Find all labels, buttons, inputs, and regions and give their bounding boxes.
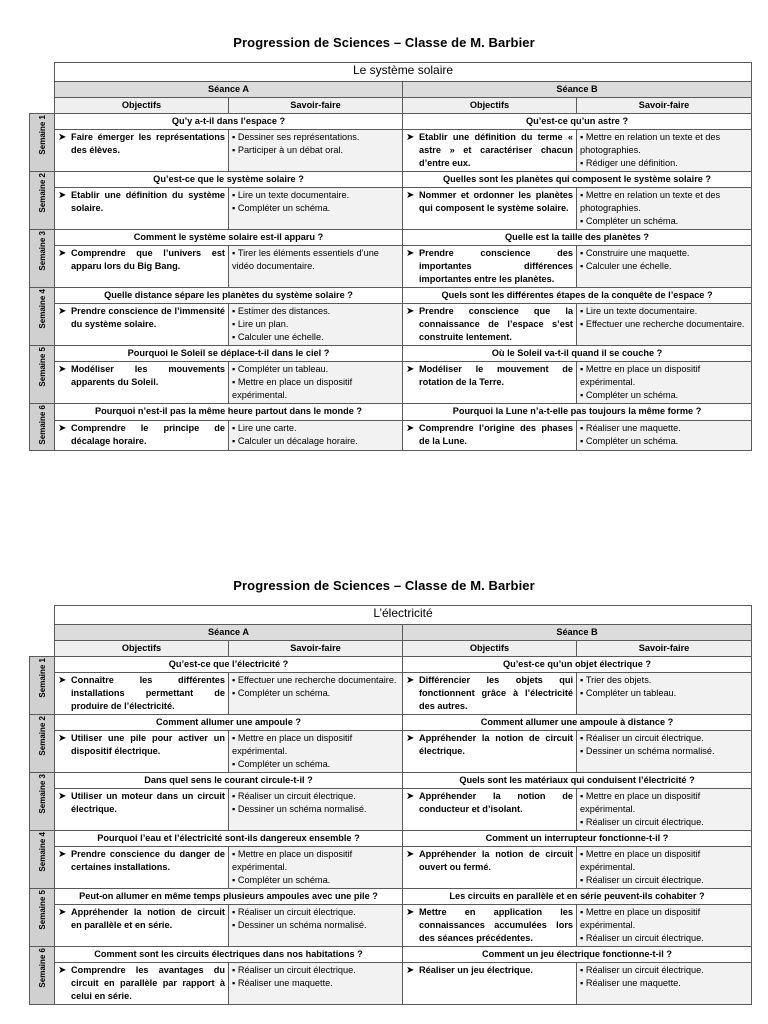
arrow-bullet-icon: ➤ [406, 190, 415, 201]
question-seance-a: Dans quel sens le courant circule-t-il ? [55, 773, 403, 789]
week-question-row [30, 114, 752, 130]
savoir-faire-header: Savoir-faire [229, 641, 403, 657]
skill-item: ▪ Lire un texte documentaire. [580, 305, 748, 318]
skill-item: ▪ Réaliser un circuit électrique. [232, 790, 399, 803]
arrow-bullet-icon: ➤ [406, 965, 415, 976]
skill-item: ▪ Dessiner ses représentations. [232, 131, 399, 144]
week-content-row [30, 673, 752, 715]
objective-cell-a [55, 963, 229, 1005]
week-question-row [30, 657, 752, 673]
objective-cell-a [55, 188, 229, 230]
week-question-row [30, 230, 752, 246]
skill-item: ▪ Réaliser un circuit électrique. [232, 964, 399, 977]
skills-cell-a [229, 246, 403, 288]
question-seance-a: Comment sont les circuits électriques dans nos habitations ? [55, 947, 403, 963]
question-seance-b: Où le Soleil va-t-il quand il se couche ? [403, 346, 752, 362]
skills-cell-b [577, 130, 752, 172]
question-seance-b: Comment allumer une ampoule à distance ? [403, 715, 752, 731]
week-question-row [30, 288, 752, 304]
week-label: Semaine 3 [30, 773, 55, 831]
skill-item: ▪ Réaliser un circuit électrique. [580, 932, 748, 945]
question-seance-b: Quelles sont les planètes qui composent le système solaire ? [403, 172, 752, 188]
week-content-row [30, 246, 752, 288]
objective-text: Comprendre l’origine des phases de la Lune. [419, 422, 573, 446]
question-seance-b: Comment un interrupteur fonctionne-t-il ? [403, 831, 752, 847]
question-seance-b: Qu’est-ce qu’un objet électrique ? [403, 657, 752, 673]
arrow-bullet-icon: ➤ [406, 733, 415, 744]
objective-cell-a [55, 362, 229, 404]
question-seance-b: Quelle est la taille des planètes ? [403, 230, 752, 246]
objective-text: Connaître les différentes installations permettant de produire de l’électricité. [71, 675, 225, 711]
arrow-bullet-icon: ➤ [406, 675, 415, 686]
question-seance-b: Pourquoi la Lune n’a-t-elle pas toujours la même forme ? [403, 404, 752, 421]
question-seance-a: Pourquoi l’eau et l’électricité sont-ils dangereux ensemble ? [55, 831, 403, 847]
seance-a-header: Séance A [55, 82, 403, 98]
skill-item: ▪ Réaliser un circuit électrique. [580, 874, 748, 887]
skill-item: ▪ Dessiner un schéma normalisé. [232, 919, 399, 932]
skills-cell-b [577, 789, 752, 831]
corner-cell [30, 63, 55, 114]
skill-item: ▪ Calculer une échelle. [232, 331, 399, 344]
skills-cell-a [229, 188, 403, 230]
objective-cell-a [55, 304, 229, 346]
skill-item: ▪ Réaliser une maquette. [580, 977, 748, 990]
arrow-bullet-icon: ➤ [58, 907, 67, 918]
skill-item: ▪ Lire un texte documentaire. [232, 189, 399, 202]
week-question-row [30, 172, 752, 188]
week-label: Semaine 5 [30, 889, 55, 947]
skills-cell-b [577, 420, 752, 450]
question-seance-a: Pourquoi le Soleil se déplace-t-il dans le ciel ? [55, 346, 403, 362]
week-question-row [30, 947, 752, 963]
skill-item: ▪ Compléter un schéma. [232, 202, 399, 215]
question-seance-a: Qu’y a-t-il dans l’espace ? [55, 114, 403, 130]
progression-table-electricity [29, 605, 751, 1005]
seance-b-header: Séance B [403, 82, 752, 98]
objective-cell-a [55, 420, 229, 450]
objective-cell-b [403, 847, 577, 889]
week-question-row [30, 715, 752, 731]
objective-text: Faire émerger les représentations des élèves. [71, 132, 225, 155]
objective-cell-b [403, 130, 577, 172]
week-content-row [30, 905, 752, 947]
objective-text: Etablir une définition du système solaire. [71, 190, 225, 213]
week-content-row [30, 731, 752, 773]
page-title-electricity: Progression de Sciences – Classe de M. Barbier [233, 578, 535, 593]
skill-item: ▪ Lire une carte. [232, 422, 399, 435]
week-question-row [30, 831, 752, 847]
skill-item: ▪ Mettre en relation un texte et des photographies. [580, 131, 748, 157]
objective-cell-b [403, 963, 577, 1005]
arrow-bullet-icon: ➤ [406, 422, 415, 434]
arrow-bullet-icon: ➤ [58, 248, 67, 259]
arrow-bullet-icon: ➤ [406, 306, 415, 317]
theme-title: Le système solaire [55, 63, 752, 82]
progression-grid [29, 62, 752, 451]
objective-cell-a [55, 789, 229, 831]
objective-text: Utiliser un moteur dans un circuit électrique. [71, 791, 225, 814]
arrow-bullet-icon: ➤ [406, 248, 415, 259]
skill-item: ▪ Réaliser un circuit électrique. [580, 964, 748, 977]
skill-item: ▪ Effectuer une recherche documentaire. [580, 318, 748, 331]
skill-item: ▪ Mettre en place un dispositif expérimental. [580, 790, 748, 816]
objective-text: Différencier les objets qui fonctionnent grâce à l’électricité des autres. [419, 675, 573, 711]
skill-item: ▪ Dessiner un schéma normalisé. [232, 803, 399, 816]
objective-text: Utiliser une pile pour activer un dispositif électrique. [71, 733, 225, 756]
savoir-faire-header: Savoir-faire [577, 98, 752, 114]
question-seance-a: Qu’est-ce que le système solaire ? [55, 172, 403, 188]
objective-cell-b [403, 673, 577, 715]
question-seance-b: Les circuits en parallèle et en série peuvent-ils cohabiter ? [403, 889, 752, 905]
objectifs-header: Objectifs [55, 641, 229, 657]
skill-item: ▪ Mettre en place un dispositif expérimental. [580, 848, 748, 874]
week-content-row [30, 188, 752, 230]
skill-item: ▪ Construire une maquette. [580, 247, 748, 260]
seance-b-header: Séance B [403, 625, 752, 641]
objective-text: Appréhender la notion de circuit en parallèle et en série. [71, 907, 225, 930]
objective-cell-b [403, 789, 577, 831]
objectifs-header: Objectifs [55, 98, 229, 114]
skills-cell-b [577, 304, 752, 346]
skills-cell-a [229, 905, 403, 947]
skill-item: ▪ Dessiner un schéma normalisé. [580, 745, 748, 758]
objective-text: Réaliser un jeu électrique. [419, 965, 533, 975]
objective-text: Appréhender la notion de circuit électrique. [419, 733, 573, 756]
objective-text: Comprendre que l’univers est apparu lors du Big Bang. [71, 248, 225, 271]
objectifs-header: Objectifs [403, 641, 577, 657]
week-label: Semaine 2 [30, 172, 55, 230]
question-seance-b: Comment un jeu électrique fonctionne-t-il ? [403, 947, 752, 963]
progression-table-solar [29, 62, 751, 451]
week-label: Semaine 2 [30, 715, 55, 773]
skill-item: ▪ Mettre en place un dispositif expérimental. [580, 363, 748, 389]
objective-cell-b [403, 188, 577, 230]
skill-item: ▪ Mettre en place un dispositif expérimental. [232, 848, 399, 874]
skills-cell-b [577, 963, 752, 1005]
skill-item: ▪ Calculer une échelle. [580, 260, 748, 273]
skill-item: ▪ Réaliser un circuit électrique. [580, 732, 748, 745]
week-label: Semaine 6 [30, 947, 55, 1005]
objective-text: Appréhender la notion de circuit ouvert ou fermé. [419, 849, 573, 872]
arrow-bullet-icon: ➤ [406, 364, 415, 375]
objective-cell-b [403, 420, 577, 450]
skill-item: ▪ Réaliser une maquette. [232, 977, 399, 990]
objective-cell-b [403, 731, 577, 773]
question-seance-a: Pourquoi n’est-il pas la même heure partout dans le monde ? [55, 404, 403, 421]
arrow-bullet-icon: ➤ [58, 364, 67, 375]
week-label: Semaine 5 [30, 346, 55, 404]
week-label: Semaine 4 [30, 831, 55, 889]
objective-text: Nommer et ordonner les planètes qui composent le système solaire. [419, 190, 573, 213]
skill-item: ▪ Compléter un schéma. [580, 435, 748, 448]
question-seance-a: Peut-on allumer en même temps plusieurs ampoules avec une pile ? [55, 889, 403, 905]
skill-item: ▪ Mettre en place un dispositif expérimental. [580, 906, 748, 932]
savoir-faire-header: Savoir-faire [577, 641, 752, 657]
objective-cell-b [403, 246, 577, 288]
objective-cell-a [55, 673, 229, 715]
objective-text: Prendre conscience du danger de certaines installations. [71, 849, 225, 872]
week-question-row [30, 889, 752, 905]
objective-text: Modéliser les mouvements apparents du Soleil. [71, 364, 225, 387]
arrow-bullet-icon: ➤ [58, 306, 67, 317]
skill-item: ▪ Compléter un schéma. [232, 874, 399, 887]
skill-item: ▪ Compléter un schéma. [232, 758, 399, 771]
arrow-bullet-icon: ➤ [406, 849, 415, 860]
arrow-bullet-icon: ➤ [58, 965, 67, 976]
skill-item: ▪ Mettre en place un dispositif expérimental. [232, 376, 399, 402]
skill-item: ▪ Estimer des distances. [232, 305, 399, 318]
week-content-row [30, 304, 752, 346]
skills-cell-b [577, 188, 752, 230]
objective-cell-a [55, 847, 229, 889]
objective-text: Modéliser le mouvement de rotation de la Terre. [419, 364, 573, 387]
page-title-solar: Progression de Sciences – Classe de M. Barbier [233, 35, 535, 50]
arrow-bullet-icon: ➤ [58, 733, 67, 744]
objective-text: Mettre en application les connaissances accumulées lors des séances précédentes. [419, 907, 573, 943]
skills-cell-a [229, 731, 403, 773]
objective-cell-a [55, 905, 229, 947]
question-seance-a: Comment allumer une ampoule ? [55, 715, 403, 731]
arrow-bullet-icon: ➤ [58, 422, 67, 434]
skills-cell-a [229, 304, 403, 346]
skill-item: ▪ Calculer un décalage horaire. [232, 435, 399, 448]
objectifs-header: Objectifs [403, 98, 577, 114]
skill-item: ▪ Compléter un schéma. [580, 215, 748, 228]
skill-item: ▪ Compléter un tableau. [580, 687, 748, 700]
week-label: Semaine 1 [30, 114, 55, 172]
week-question-row [30, 404, 752, 421]
skill-item: ▪ Trier des objets. [580, 674, 748, 687]
week-content-row [30, 789, 752, 831]
question-seance-b: Quels sont les matériaux qui conduisent l’électricité ? [403, 773, 752, 789]
objective-cell-b [403, 362, 577, 404]
objective-cell-a [55, 130, 229, 172]
skills-cell-b [577, 731, 752, 773]
skills-cell-a [229, 847, 403, 889]
week-content-row [30, 362, 752, 404]
objective-cell-b [403, 905, 577, 947]
objective-text: Comprendre le principe de décalage horaire. [71, 422, 225, 446]
skills-cell-b [577, 847, 752, 889]
arrow-bullet-icon: ➤ [58, 675, 67, 686]
arrow-bullet-icon: ➤ [406, 907, 415, 918]
week-content-row [30, 130, 752, 172]
objective-text: Etablir une définition du terme « astre » et caractériser chacun d’entre eux. [419, 132, 573, 168]
arrow-bullet-icon: ➤ [58, 190, 67, 201]
objective-text: Prendre conscience des importantes différences importantes entre les planètes. [419, 248, 573, 284]
progression-grid [29, 605, 752, 1005]
objective-text: Prendre conscience de l’immensité du système solaire. [71, 306, 225, 329]
arrow-bullet-icon: ➤ [58, 132, 67, 143]
question-seance-b: Quels sont les différentes étapes de la conquête de l’espace ? [403, 288, 752, 304]
skill-item: ▪ Compléter un tableau. [232, 363, 399, 376]
week-content-row [30, 420, 752, 450]
skills-cell-b [577, 673, 752, 715]
skills-cell-a [229, 963, 403, 1005]
skill-item: ▪ Réaliser un circuit électrique. [580, 816, 748, 829]
week-content-row [30, 963, 752, 1005]
skills-cell-a [229, 420, 403, 450]
skill-item: ▪ Participer à un débat oral. [232, 144, 399, 157]
skill-item: ▪ Effectuer une recherche documentaire. [232, 674, 399, 687]
skill-item: ▪ Mettre en relation un texte et des photographies. [580, 189, 748, 215]
week-question-row [30, 773, 752, 789]
savoir-faire-header: Savoir-faire [229, 98, 403, 114]
skills-cell-b [577, 246, 752, 288]
theme-title: L’électricité [55, 606, 752, 625]
skill-item: ▪ Réaliser un circuit électrique. [232, 906, 399, 919]
skill-item: ▪ Réaliser une maquette. [580, 422, 748, 435]
objective-cell-a [55, 731, 229, 773]
skills-cell-a [229, 789, 403, 831]
week-label: Semaine 4 [30, 288, 55, 346]
skill-item: ▪ Rédiger une définition. [580, 157, 748, 170]
question-seance-a: Quelle distance sépare les planètes du système solaire ? [55, 288, 403, 304]
skill-item: ▪ Compléter un schéma. [580, 389, 748, 402]
arrow-bullet-icon: ➤ [406, 791, 415, 802]
week-label: Semaine 1 [30, 657, 55, 715]
question-seance-a: Qu’est-ce que l’électricité ? [55, 657, 403, 673]
arrow-bullet-icon: ➤ [58, 849, 67, 860]
week-question-row [30, 346, 752, 362]
question-seance-b: Qu’est-ce qu’un astre ? [403, 114, 752, 130]
skills-cell-a [229, 130, 403, 172]
week-label: Semaine 3 [30, 230, 55, 288]
objective-text: Prendre conscience que la connaissance de l’espace s’est construite lentement. [419, 306, 573, 342]
skill-item: ▪ Tirer les éléments essentiels d’une vidéo documentaire. [232, 247, 399, 273]
week-content-row [30, 847, 752, 889]
seance-a-header: Séance A [55, 625, 403, 641]
skill-item: ▪ Compléter un schéma. [232, 687, 399, 700]
skill-item: ▪ Mettre en place un dispositif expérimental. [232, 732, 399, 758]
week-label: Semaine 6 [30, 404, 55, 451]
skills-cell-b [577, 362, 752, 404]
objective-cell-b [403, 304, 577, 346]
skills-cell-a [229, 362, 403, 404]
skills-cell-b [577, 905, 752, 947]
objective-cell-a [55, 246, 229, 288]
objective-text: Appréhender la notion de conducteur et d’isolant. [419, 791, 573, 814]
skill-item: ▪ Lire un plan. [232, 318, 399, 331]
skills-cell-a [229, 673, 403, 715]
question-seance-a: Comment le système solaire est-il apparu ? [55, 230, 403, 246]
corner-cell [30, 606, 55, 657]
arrow-bullet-icon: ➤ [58, 791, 67, 802]
arrow-bullet-icon: ➤ [406, 132, 415, 143]
objective-text: Comprendre les avantages du circuit en parallèle par rapport à celui en série. [71, 965, 225, 1001]
